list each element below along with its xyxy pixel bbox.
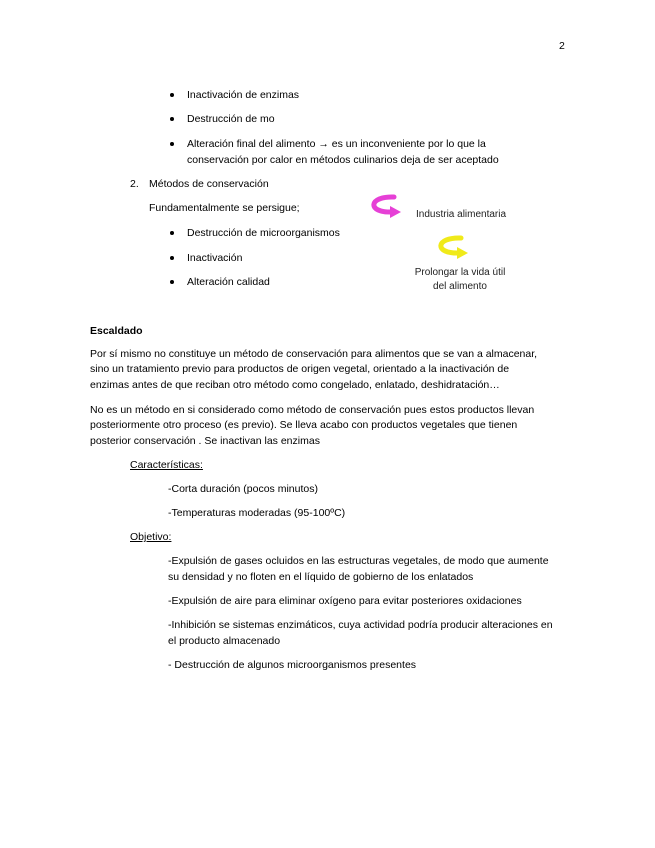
characteristic-item: -Temperaturas moderadas (95-100ºC) xyxy=(168,507,346,519)
paragraph-line: Por sí mismo no constituye un método de conservación para alimentos que se van a almacenar, xyxy=(90,348,538,360)
magenta-arrow-head xyxy=(390,206,401,218)
curved-arrow-icon xyxy=(364,193,404,219)
bullet xyxy=(170,142,174,146)
diagram-label-industry: Industria alimentaria xyxy=(416,209,507,220)
list-item-continuation: conservación por calor en métodos culinarios deja de ser aceptado xyxy=(187,154,499,166)
paragraph-line: No es un método en si considerado como método de conservación pues estos productos llevan xyxy=(90,404,535,416)
diagram-label-shelf-life-cont: del alimento xyxy=(433,281,487,292)
objective-item-continuation: su densidad y no floten en el líquido de gobierno de los enlatados xyxy=(168,571,474,583)
yellow-arrow-head xyxy=(457,247,468,259)
list-item: Destrucción de mo xyxy=(187,113,275,125)
list-item: Inactivación xyxy=(187,252,243,264)
page-number: 2 xyxy=(559,40,565,52)
bullet xyxy=(170,256,174,260)
bullet xyxy=(170,231,174,235)
section-heading: Escaldado xyxy=(90,325,143,337)
paragraph-line: enzimas antes de que reciban otro método como congelado, enlatado, deshidratación… xyxy=(90,379,500,391)
list-item: Inactivación de enzimas xyxy=(187,89,300,101)
paragraph-line: posteriormente otro proceso (es previo). Se lleva acabo con productos vegetales que tienen xyxy=(90,419,518,431)
section-intro: Fundamentalmente se persigue; xyxy=(149,202,300,214)
characteristic-item: -Corta duración (pocos minutos) xyxy=(168,483,318,495)
paragraph-line: sino un tratamiento previo para productos de origen vegetal, orientado a la inactivación de xyxy=(90,363,510,375)
section-title: Métodos de conservación xyxy=(149,178,269,190)
objective-item: -Expulsión de aire para eliminar oxígeno para evitar posteriores oxidaciones xyxy=(168,595,522,607)
list-item: Destrucción de microorganismos xyxy=(187,227,340,239)
subheading-caracteristicas: Características: xyxy=(130,459,203,471)
list-item: Alteración calidad xyxy=(187,276,270,288)
diagram-label-shelf-life: Prolongar la vida útil xyxy=(414,267,506,278)
objective-item-continuation: el producto almacenado xyxy=(168,635,281,647)
paragraph-line: posterior conservación . Se inactivan las enzimas xyxy=(90,435,320,447)
curved-arrow-icon xyxy=(431,234,471,260)
bullet xyxy=(170,93,174,97)
section-number: 2. xyxy=(130,178,139,190)
bullet xyxy=(170,117,174,121)
objective-item: -Expulsión de gases ocluidos en las estructuras vegetales, de modo que aumente xyxy=(168,555,549,567)
list-item: Alteración final del alimento → es un inconveniente por lo que la xyxy=(187,138,486,150)
bullet xyxy=(170,280,174,284)
objective-item: - Destrucción de algunos microorganismos presentes xyxy=(168,659,417,671)
objective-item: -Inhibición se sistemas enzimáticos, cuya actividad podría producir alteraciones en xyxy=(168,619,553,631)
subheading-objetivo: Objetivo: xyxy=(130,531,172,543)
